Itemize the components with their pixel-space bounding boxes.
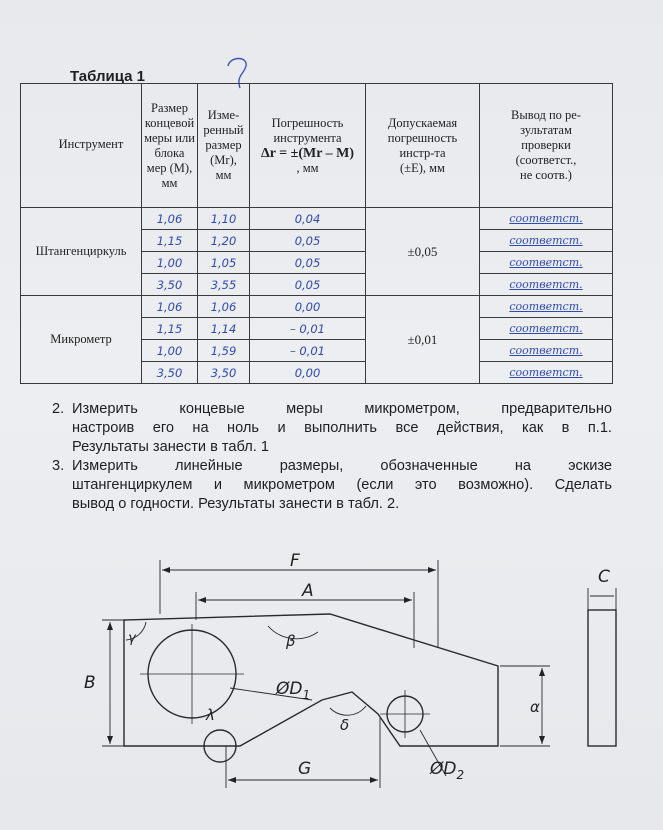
block-size-value: 1,00	[142, 252, 198, 274]
measured-value: 1,10	[198, 208, 250, 230]
block-size-value: 1,06	[142, 296, 198, 318]
table-row	[21, 208, 613, 230]
task-line: Результаты занести в табл. 1	[72, 439, 269, 455]
task-line: настроив его на ноль и выполнить все действия, как в п.1.	[72, 420, 612, 436]
error-value: 0,04	[250, 208, 366, 230]
verdict-value: соответст.	[480, 296, 613, 318]
task-item	[52, 400, 612, 457]
verdict-value: соответст.	[480, 230, 613, 252]
error-value: 0,05	[250, 230, 366, 252]
label-lambda: λ	[206, 706, 215, 724]
measured-value: 3,55	[198, 274, 250, 296]
label-b: B	[84, 673, 96, 693]
block-size-value: 1,15	[142, 230, 198, 252]
part-outline	[124, 614, 498, 746]
label-a: A	[302, 581, 314, 601]
label-beta: β	[286, 632, 296, 650]
block-size-value: 3,50	[142, 274, 198, 296]
error-value: 0,00	[250, 296, 366, 318]
part-sketch	[0, 548, 663, 830]
verdict-value: соответст.	[480, 318, 613, 340]
header-instrument: Инструмент	[21, 84, 142, 208]
measured-value: 1,20	[198, 230, 250, 252]
verdict-value: соответст.	[480, 340, 613, 362]
task-number: 2.	[52, 401, 65, 417]
task-list	[52, 400, 612, 514]
instrument-name: Микрометр	[21, 296, 142, 384]
verdict-value: соответст.	[480, 252, 613, 274]
label-delta: δ	[340, 716, 350, 734]
label-d2: $ØD_2$	[430, 759, 465, 782]
tolerance-value: ±0,01	[366, 296, 480, 384]
error-value: 0,05	[250, 274, 366, 296]
table-caption: Таблица 1	[70, 68, 146, 85]
task-number: 3.	[52, 458, 65, 474]
measured-value: 1,06	[198, 296, 250, 318]
task-line: Измерить концевые меры микрометром, предварительно	[72, 401, 612, 417]
table-header-row	[21, 84, 613, 208]
tolerance-value: ±0,05	[366, 208, 480, 296]
measured-value: 3,50	[198, 362, 250, 384]
error-formula: Δr = ±(Mr – M)	[260, 145, 355, 161]
label-gamma: γ	[128, 631, 136, 646]
header-measured-size: Изме- ренный размер (Mr), мм	[198, 84, 250, 208]
measured-value: 1,05	[198, 252, 250, 274]
block-size-value: 1,15	[142, 318, 198, 340]
header-instrument-error: Погрешность инструмента Δr = ±(Mr – M) , мм	[250, 84, 366, 208]
header-verdict: Вывод по ре- зультатам проверки (соответст., не соотв.)	[480, 84, 613, 208]
side-view	[588, 610, 616, 746]
instrument-name: Штангенциркуль	[21, 208, 142, 296]
header-tolerance: Допускаемая погрешность инстр-та (±E), мм	[366, 84, 480, 208]
verdict-value: соответст.	[480, 208, 613, 230]
error-value: 0,05	[250, 252, 366, 274]
error-value: – 0,01	[250, 340, 366, 362]
task-line: вывод о годности. Результаты занести в табл. 2.	[72, 496, 400, 512]
label-d1: $ØD_1$	[276, 679, 311, 702]
label-c: C	[598, 567, 610, 587]
label-g: G	[298, 759, 312, 779]
error-value: 0,00	[250, 362, 366, 384]
block-size-value: 1,06	[142, 208, 198, 230]
task-line: штангенциркулем и микрометром (если это возможно). Сделать	[72, 477, 612, 493]
measured-value: 1,59	[198, 340, 250, 362]
header-block-size: Размер концевой меры или блока мер (M), мм	[142, 84, 198, 208]
measurement-table	[20, 83, 613, 384]
error-value: – 0,01	[250, 318, 366, 340]
measured-value: 1,14	[198, 318, 250, 340]
table-row	[21, 296, 613, 318]
block-size-value: 1,00	[142, 340, 198, 362]
label-alpha: α	[530, 698, 540, 716]
verdict-value: соответст.	[480, 362, 613, 384]
block-size-value: 3,50	[142, 362, 198, 384]
task-line: Измерить линейные размеры, обозначенные на эскизе	[72, 458, 612, 474]
verdict-value: соответст.	[480, 274, 613, 296]
task-item	[52, 457, 612, 514]
label-f: F	[290, 551, 300, 571]
